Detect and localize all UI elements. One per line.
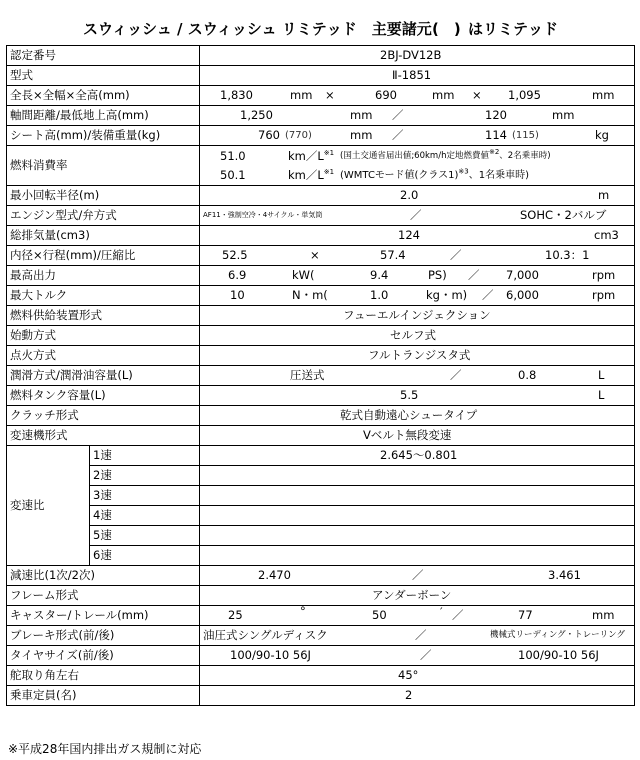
row-seat-weight [7,126,635,146]
footnote-emission: ※平成28年国内排出ガス規制に対応 [8,742,202,756]
minute-mark: ′ [440,605,443,619]
value-caster-min: 50 [372,608,387,622]
label-bore-stroke: 内径×行程(mm)/圧縮比 [7,246,200,266]
unit-l: L [598,368,605,382]
slash: ／ [392,128,404,142]
row-lubrication [7,366,635,386]
value-stroke: 57.4 [380,248,406,262]
value-compression-ratio: 10.3：1 [545,248,590,262]
times-sign: × [310,248,320,262]
label-wheelbase: 軸間距離/最低地上高(mm) [7,106,200,126]
label-displacement: 総排気量(cm3) [7,226,200,246]
slash: ／ [452,608,464,622]
value-seat-height-limited: (770) [285,130,312,141]
unit-km-per-l: $km/L^{※1}$ [288,149,335,163]
label-tire: タイヤサイズ(前/後) [7,646,200,666]
gear-speed-name: 4速 [90,506,200,526]
row-wheelbase [7,106,635,126]
value-ignition: フルトランジスタ式 [368,348,471,362]
value-clutch: 乾式自動遠心シュータイプ [340,408,478,422]
gear-speed-name: 3速 [90,486,200,506]
value-model: Ⅱ-1851 [392,68,432,82]
value-torque-kgm: 1.0 [370,288,389,302]
value-engine-type: AF11・強制空冷・4サイクル・単気筒 [203,211,323,219]
label-ignition: 点火方式 [7,346,200,366]
unit-mm: mm [592,608,615,622]
row-max-power [7,266,635,286]
unit-mm: mm [432,88,455,102]
label-capacity: 乗車定員(名) [7,686,200,706]
row-gear-1 [7,446,635,466]
unit-ps: PS) [428,268,447,282]
unit-m: m [598,188,610,202]
row-starter [7,326,635,346]
label-turning-radius: 最小回転半径(m) [7,186,200,206]
row-dimensions [7,86,635,106]
value-bore: 52.5 [222,248,248,262]
label-gear-ratio: 変速比 [7,446,90,566]
spec-title [0,18,640,40]
label-brake: ブレーキ形式(前/後) [7,626,200,646]
title-main: スウィッシュ / スウィッシュ リミテッド 主要諸元 [83,20,432,38]
unit-mm: mm [592,88,615,102]
value-weight: 114 [485,128,507,142]
value-fuel-2: 50.1 [220,168,246,182]
row-certification [7,46,635,66]
row-turning-radius [7,186,635,206]
slash: ／ [392,108,404,122]
row-gear-5 [7,526,635,546]
row-gear-3 [7,486,635,506]
value-displacement: 124 [398,228,420,242]
unit-rpm: rpm [592,268,616,282]
unit-mm: mm [350,128,373,142]
row-clutch [7,406,635,426]
value-tire-rear: 100/90-10 56J [518,648,599,662]
row-caster-trail [7,606,635,626]
times-sign: × [325,88,335,102]
label-certification: 認定番号 [7,46,200,66]
row-tank [7,386,635,406]
label-fuel-system: 燃料供給装置形式 [7,306,200,326]
row-brake [7,626,635,646]
row-gear-6 [7,546,635,566]
value-torque-nm: 10 [230,288,245,302]
unit-nm: N・m( [292,288,328,302]
row-displacement [7,226,635,246]
row-tire [7,646,635,666]
slash: ／ [468,268,480,282]
value-reduction-secondary: 3.461 [548,568,581,582]
row-fuel-system [7,306,635,326]
slash: ／ [415,628,427,642]
label-max-torque: 最大トルク [7,286,200,306]
unit-l: L [598,388,605,402]
label-engine: エンジン型式/弁方式 [7,206,200,226]
value-steering-angle: 45° [398,668,419,682]
value-brake-front: 油圧式シングルディスク [203,628,328,642]
value-lube-type: 圧送式 [290,368,325,382]
value-power-ps: 9.4 [370,268,389,282]
unit-kgm: kg・m) [426,288,468,302]
unit-rpm: rpm [592,288,616,302]
label-steering-angle: 舵取り角左右 [7,666,200,686]
value-weight-limited: (115) [512,130,539,141]
title-paren: ( ) [432,20,461,38]
unit-cm3: cm3 [594,228,619,242]
note-fuel-2: (WMTCモード値(クラス1)$^{※3}$、1名乗車時) [340,167,529,181]
row-ignition [7,346,635,366]
value-torque-rpm: 6,000 [506,288,539,302]
row-transmission [7,426,635,446]
value-seat-height: 760 [258,128,280,142]
value-width: 690 [375,88,397,102]
value-reduction-primary: 2.470 [258,568,291,582]
row-model [7,66,635,86]
label-tank: 燃料タンク容量(L) [7,386,200,406]
unit-kw: kW( [292,268,315,282]
value-brake-rear: 機械式リーディング・トレーリング [490,630,625,640]
slash: ／ [410,208,422,222]
slash: ／ [450,368,462,382]
row-gear-4 [7,506,635,526]
label-max-power: 最高出力 [7,266,200,286]
note-fuel-1: (国土交通省届出値;60km/h定地燃費値$^{※2}$、2名乗車時) [340,148,551,161]
value-fuel-system: フューエルインジェクション [343,308,491,322]
value-caster-deg: 25 [228,608,243,622]
degree-mark: ° [300,604,306,618]
gear-speed-name: 1速 [90,446,200,466]
value-lube-capacity: 0.8 [518,368,537,382]
value-capacity: 2 [405,688,413,702]
unit-mm: mm [290,88,313,102]
slash: ／ [482,288,494,302]
spec-table [6,45,635,706]
title-limited-note: はリミテッド [468,20,559,38]
value-turning-radius: 2.0 [400,188,419,202]
gear-speed-name: 2速 [90,466,200,486]
label-dimensions: 全長×全幅×全高(mm) [7,86,200,106]
label-starter: 始動方式 [7,326,200,346]
times-sign: × [472,88,482,102]
value-tank: 5.5 [400,388,419,402]
label-caster-trail: キャスター/トレール(mm) [7,606,200,626]
value-power-kw: 6.9 [228,268,247,282]
value-ground-clearance: 120 [485,108,507,122]
value-tire-front: 100/90-10 56J [230,648,311,662]
value-valve: SOHC・2バルブ [520,208,607,222]
unit-mm: mm [350,108,373,122]
label-fuel-consumption: 燃料消費率 [7,146,200,186]
row-reduction [7,566,635,586]
label-transmission: 変速機形式 [7,426,200,446]
gear-speed-name: 5速 [90,526,200,546]
gear-speed-value: 2.645～0.801 [380,448,458,462]
slash: ／ [412,568,424,582]
row-bore-stroke [7,246,635,266]
row-max-torque [7,286,635,306]
value-frame: アンダーボーン [372,588,452,602]
label-reduction: 減速比(1次/2次) [7,566,200,586]
gear-speed-name: 6速 [90,546,200,566]
value-fuel-1: 51.0 [220,149,246,163]
label-model: 型式 [7,66,200,86]
value-wheelbase: 1,250 [240,108,273,122]
label-lubrication: 潤滑方式/潤滑油容量(L) [7,366,200,386]
value-transmission: Vベルト無段変速 [363,428,452,442]
slash: ／ [420,648,432,662]
row-frame [7,586,635,606]
label-frame: フレーム形式 [7,586,200,606]
label-clutch: クラッチ形式 [7,406,200,426]
value-height: 1,095 [508,88,541,102]
label-seat-weight: シート高(mm)/装備重量(kg) [7,126,200,146]
row-steering-angle [7,666,635,686]
slash: ／ [450,248,462,262]
value-starter: セルフ式 [390,328,436,342]
row-capacity [7,686,635,706]
value-certification: 2BJ-DV12B [380,48,442,62]
row-gear-2 [7,466,635,486]
unit-km-per-l: $km/L^{※1}$ [288,168,335,182]
row-fuel-consumption [7,146,635,186]
unit-kg: kg [595,128,609,142]
unit-mm: mm [552,108,575,122]
value-trail: 77 [518,608,533,622]
row-engine [7,206,635,226]
value-power-rpm: 7,000 [506,268,539,282]
value-length: 1,830 [220,88,253,102]
